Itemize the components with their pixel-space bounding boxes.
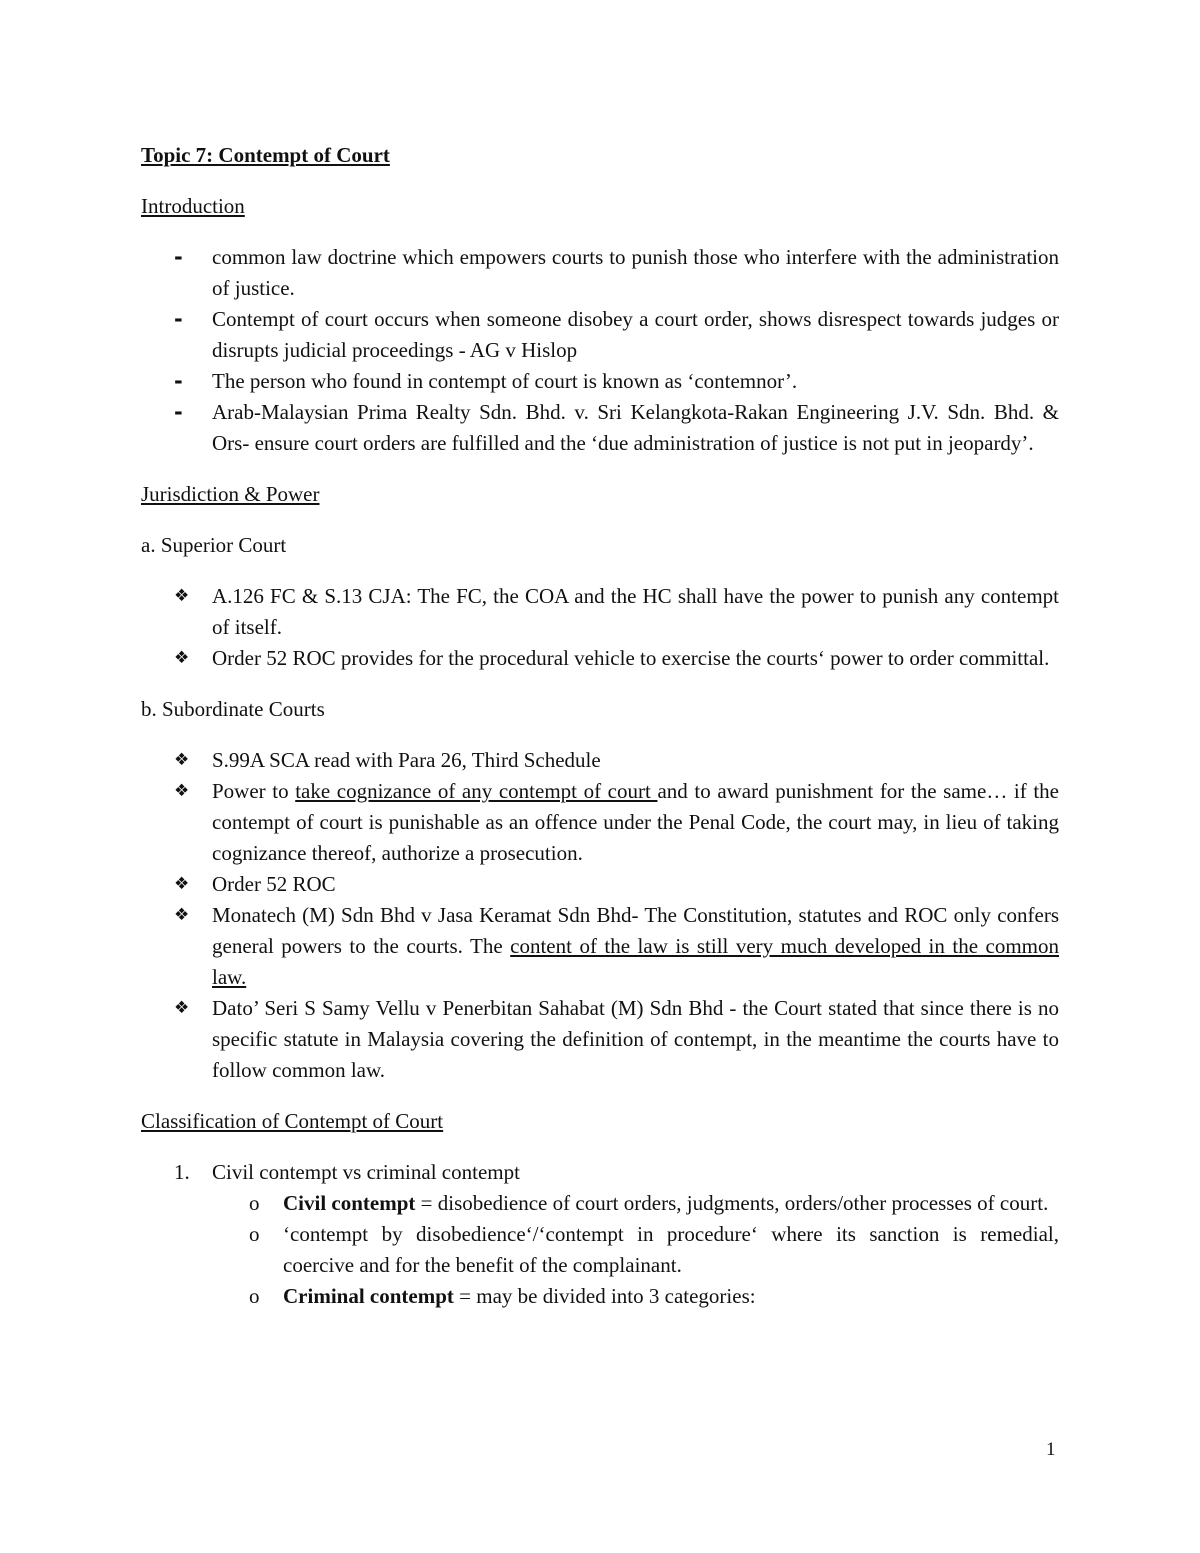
list-item: ❖ Dato’ Seri S Samy Vellu v Penerbitan Sahabat (M) Sdn Bhd - the Court stated that since there is no specific statute in Malaysia covering the definition of contempt, in the meantime the courts have to follow common law. (141, 993, 1059, 1086)
list-item: - common law doctrine which empowers courts to punish those who interfere with the administration of justice. (141, 242, 1059, 304)
section-heading-introduction: Introduction (141, 194, 245, 218)
section-heading-jurisdiction: Jurisdiction & Power (141, 482, 320, 506)
list-item: - Arab-Malaysian Prima Realty Sdn. Bhd. v. Sri Kelangkota-Rakan Engineering J.V. Sdn. Bhd. & Ors- ensure court orders are fulfilled and the ‘due administration of justice is not put in jeopardy’. (141, 397, 1059, 459)
circle-bullet-icon: o (249, 1284, 260, 1308)
numbered-item: 1. Civil contempt vs criminal contempt o Civil contempt = disobedience of court orders, judgments, orders/other processes of court. o ‘contempt by disobedience‘/‘contempt in procedure‘ where its sanction is remedial, coercive and for the benefit of the complainant. o Criminal contempt = may be divided into 3 categories: (141, 1157, 1059, 1312)
sub-list-item: o Civil contempt = disobedience of court orders, judgments, orders/other processes of court. (141, 1188, 1059, 1219)
document-title: Topic 7: Contempt of Court (141, 143, 390, 167)
list-item: ❖ Order 52 ROC provides for the procedural vehicle to exercise the courts‘ power to order committal. (141, 643, 1059, 674)
classification-list (141, 1157, 1059, 1312)
list-item: ❖ S.99A SCA read with Para 26, Third Schedule (141, 745, 1059, 776)
dash-bullet-icon: - (174, 400, 183, 424)
circle-bullet-icon: o (249, 1222, 260, 1246)
diamond-bullet-icon: ❖ (174, 648, 190, 668)
list-item: ❖ Monatech (M) Sdn Bhd v Jasa Keramat Sdn Bhd- The Constitution, statutes and ROC only confers general powers to the courts. The content of the law is still very much developed in the common law. (141, 900, 1059, 993)
diamond-bullet-icon: ❖ (174, 781, 190, 801)
diamond-bullet-icon: ❖ (174, 998, 190, 1018)
superior-court-list (141, 581, 1059, 674)
diamond-bullet-icon: ❖ (174, 750, 190, 770)
subheading-superior-court: a. Superior Court (141, 533, 287, 557)
diamond-bullet-icon: ❖ (174, 874, 190, 894)
sub-list-item: o ‘contempt by disobedience‘/‘contempt in procedure‘ where its sanction is remedial, coercive and for the benefit of the complainant. (141, 1219, 1059, 1281)
dash-bullet-icon: - (174, 369, 183, 393)
list-item: ❖ A.126 FC & S.13 CJA: The FC, the COA and the HC shall have the power to punish any contempt of itself. (141, 581, 1059, 643)
page-number: 1 (1046, 1439, 1056, 1460)
introduction-list (141, 242, 1059, 459)
list-item: ❖ Order 52 ROC (141, 869, 1059, 900)
sub-list-item: o Criminal contempt = may be divided into 3 categories: (141, 1281, 1059, 1312)
page-content (141, 140, 1059, 1312)
dash-bullet-icon: - (174, 245, 183, 269)
diamond-bullet-icon: ❖ (174, 586, 190, 606)
subheading-subordinate-courts: b. Subordinate Courts (141, 697, 325, 721)
classification-sublist (212, 1188, 1059, 1312)
list-item: - The person who found in contempt of court is known as ‘contemnor’. (141, 366, 1059, 397)
circle-bullet-icon: o (249, 1191, 260, 1215)
diamond-bullet-icon: ❖ (174, 905, 190, 925)
list-item: ❖ Power to take cognizance of any contempt of court and to award punishment for the same… if the contempt of court is punishable as an offence under the Penal Code, the court may, in lieu of taking cognizance thereof, authorize a prosecution. (141, 776, 1059, 869)
list-item: - Contempt of court occurs when someone disobey a court order, shows disrespect towards judges or disrupts judicial proceedings - AG v Hislop (141, 304, 1059, 366)
subordinate-courts-list (141, 745, 1059, 1086)
dash-bullet-icon: - (174, 307, 183, 331)
section-heading-classification: Classification of Contempt of Court (141, 1109, 444, 1133)
item-number: 1. (174, 1160, 190, 1184)
